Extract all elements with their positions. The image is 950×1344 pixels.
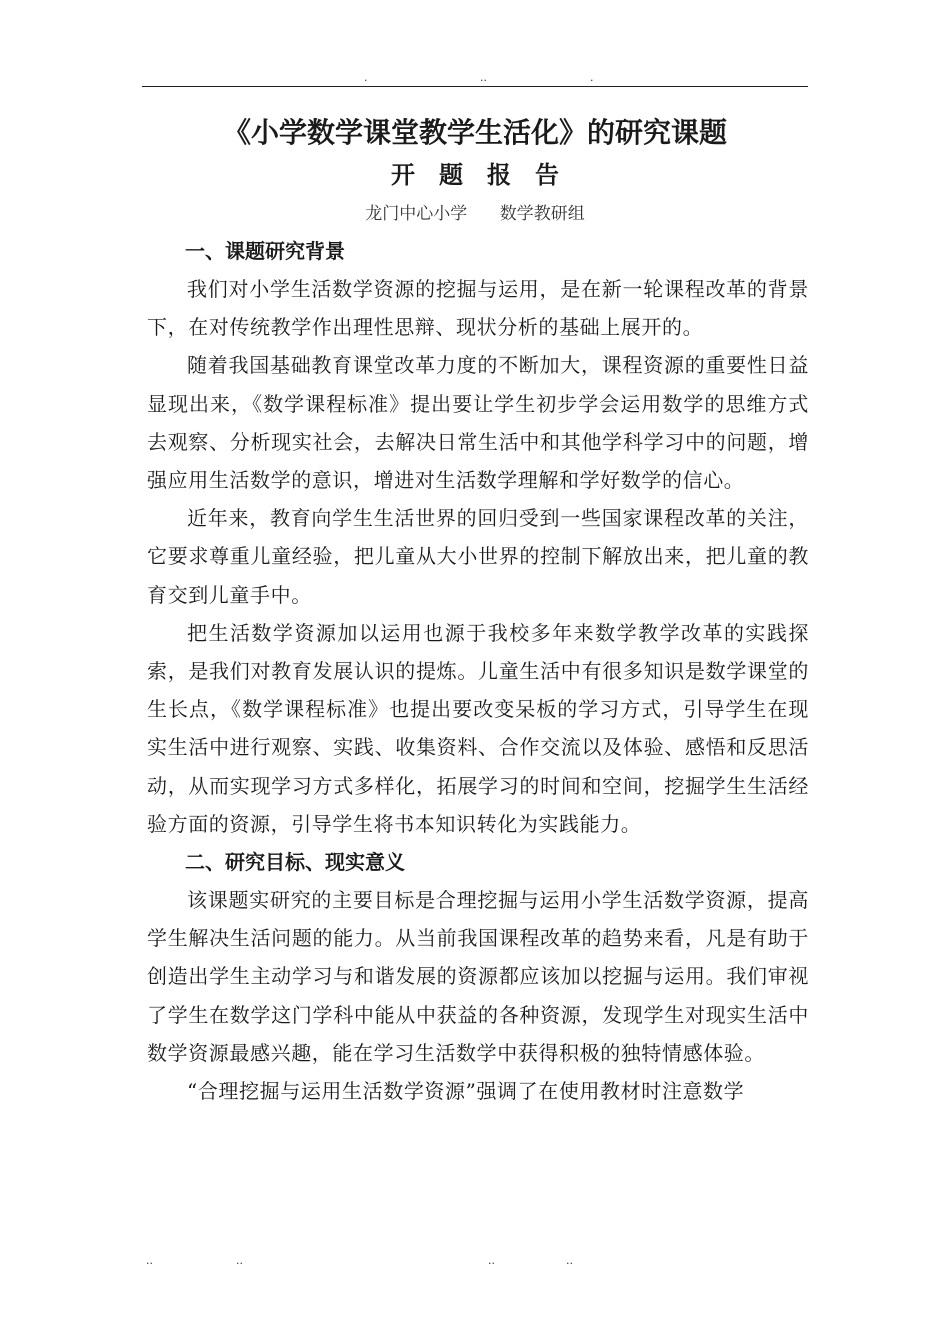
footer-mark: .. xyxy=(566,1254,573,1267)
paragraph: 把生活数学资源加以运用也源于我校多年来数学教学改革的实践探索，是我们对教育发展认识的提炼。儿童生活中有很多知识是数学课堂的生长点，《数学课程标准》也提出要改变呆板的学习方式，引导学生在现实生活中进行观察、实践、收集资料、合作交流以及体验、感悟和反思活动，从而实现学习方式多样化，拓展学习的时间和空间，挖掘学生生活经验方面的资源，引导学生将书本知识转化为实践能力。 xyxy=(147,620,809,836)
footer-mark: .. xyxy=(488,1254,495,1267)
header-mark: .. xyxy=(480,71,487,84)
footer-mark: .. xyxy=(146,1254,153,1267)
paragraph: “合理挖掘与运用生活数学资源”强调了在使用教材时注意数学 xyxy=(187,1079,745,1104)
paragraph: 该课题实研究的主要目标是合理挖掘与运用小学生活数学资源，提高学生解决生活问题的能力。从当前我国课程改革的趋势来看，凡是有助于创造出学生主动学习与和谐发展的资源都应该加以挖掘与运用。我们审视了学生在数学这门学科中能从中获益的各种资源，发现学生对现实生活中数学资源最感兴趣，能在学习生活数学中获得积极的独特情感体验。 xyxy=(147,888,809,1065)
header-rule xyxy=(142,86,808,87)
header-mark: . xyxy=(590,71,594,84)
document-subtitle: 开题报告 xyxy=(391,161,583,189)
footer-mark: .. xyxy=(236,1254,243,1267)
document-title: 《小学数学课堂教学生活化》的研究课题 xyxy=(222,116,727,149)
document-author: 龙门中心小学 数学教研组 xyxy=(365,204,585,224)
paragraph: 随着我国基础教育课堂改革力度的不断加大，课程资源的重要性日益显现出来，《数学课程标准》提出要让学生初步学会运用数学的思维方式去观察、分析现实社会，去解决日常生活中和其他学科学习中的问题，增强应用生活数学的意识，增进对生活数学理解和学好数学的信心。 xyxy=(147,353,809,493)
header-mark: . xyxy=(364,71,368,84)
section-heading: 一、课题研究背景 xyxy=(185,239,345,263)
document-body xyxy=(147,232,809,1110)
paragraph: 我们对小学生活数学资源的挖掘与运用，是在新一轮课程改革的背景下，在对传统教学作出理性思辩、现状分析的基础上展开的。 xyxy=(147,277,809,340)
paragraph: 近年来，教育向学生生活世界的回归受到一些国家课程改革的关注，它要求尊重儿童经验，把儿童从大小世界的控制下解放出来，把儿童的教育交到儿童手中。 xyxy=(147,506,809,607)
section-heading: 二、研究目标、现实意义 xyxy=(185,850,405,875)
